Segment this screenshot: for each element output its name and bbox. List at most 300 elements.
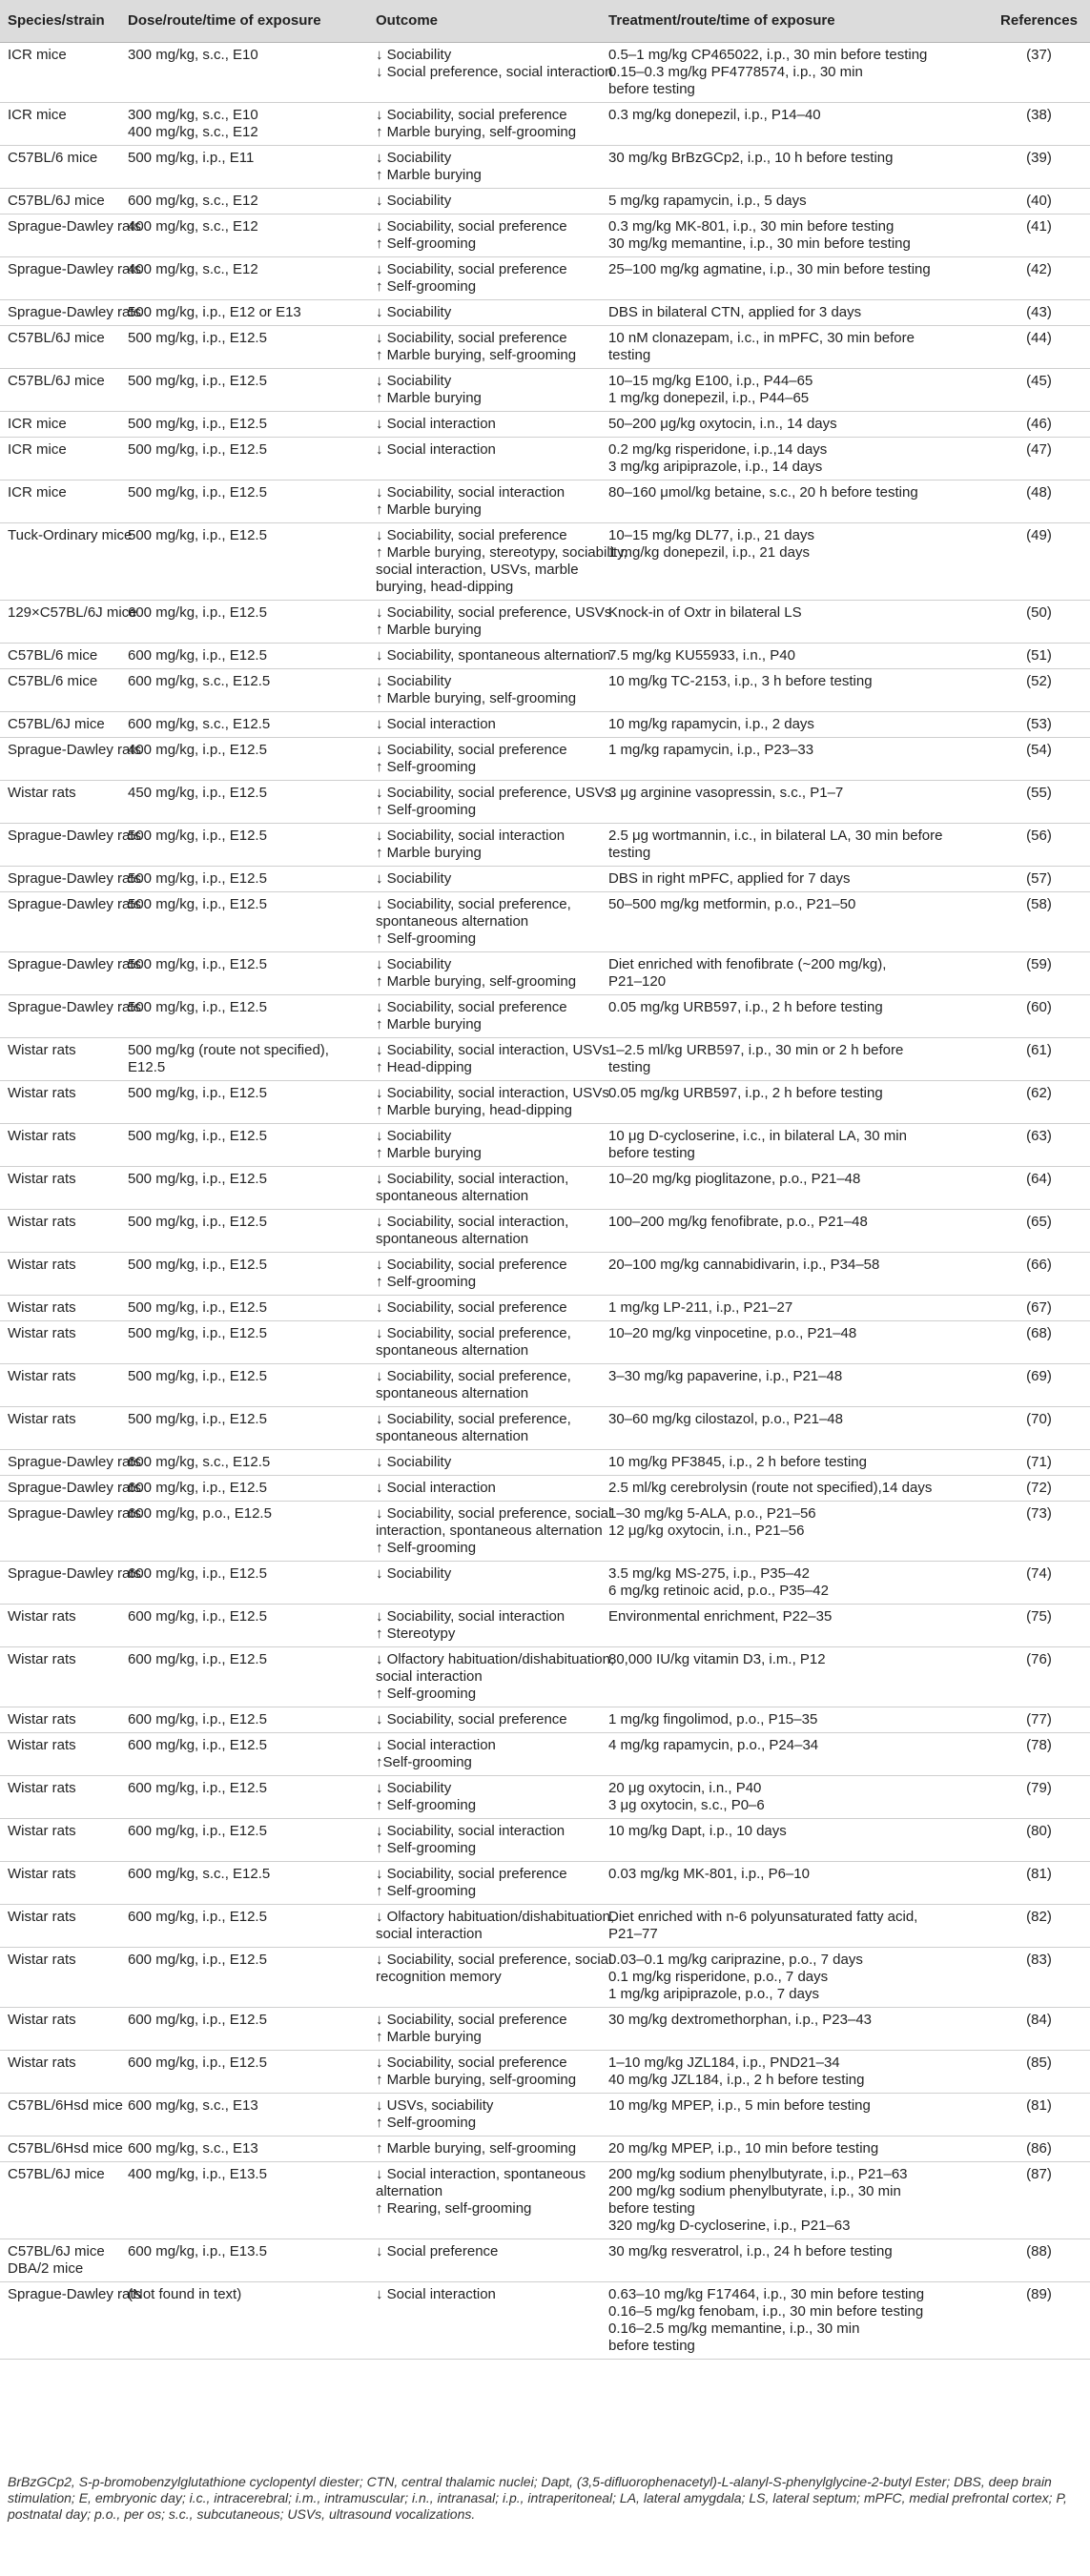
cell-species-line: C57BL/6J mice xyxy=(8,330,105,346)
cell-dose-line: 600 mg/kg, s.c., E13 xyxy=(128,2140,258,2157)
cell-species-line: Wistar rats xyxy=(8,1780,76,1796)
cell-species-line: C57BL/6 mice xyxy=(8,150,98,166)
cell-treatment-line: 0.2 mg/kg risperidone, i.p.,14 days xyxy=(608,441,828,458)
cell-dose xyxy=(120,644,368,669)
cell-reference: (48) xyxy=(988,480,1090,523)
cell-dose xyxy=(120,1776,368,1819)
cell-species xyxy=(0,438,120,480)
cell-dose xyxy=(120,43,368,103)
cell-treatment-line: 0.5–1 mg/kg CP465022, i.p., 30 min before testing xyxy=(608,47,928,63)
cell-dose-line: 600 mg/kg, i.p., E12.5 xyxy=(128,1909,267,1925)
table-row xyxy=(0,326,1090,369)
cell-treatment-line: 3 μg oxytocin, s.c., P0–6 xyxy=(608,1797,765,1813)
cell-reference: (88) xyxy=(988,2239,1090,2282)
cell-treatment xyxy=(601,257,988,300)
cell-species-line: Wistar rats xyxy=(8,1085,76,1101)
cell-species xyxy=(0,1502,142,1562)
cell-treatment xyxy=(601,2162,988,2239)
cell-dose-line: 500 mg/kg, i.p., E12.5 xyxy=(128,1368,267,1384)
cell-outcome-line: ↓ Olfactory habituation/dishabituation, xyxy=(376,1909,615,1925)
cell-treatment xyxy=(601,2094,988,2136)
cell-species-line: Wistar rats xyxy=(8,1128,76,1144)
cell-outcome-line: ↑ Marble burying, stereotypy, sociability, xyxy=(376,544,627,561)
cell-species-line: Sprague-Dawley rats xyxy=(8,2286,142,2302)
cell-treatment-line: 20–100 mg/kg cannabidivarin, i.p., P34–58 xyxy=(608,1257,880,1273)
cell-outcome-line: ↓ Sociability, social preference, xyxy=(376,1411,571,1427)
cell-species xyxy=(0,1364,120,1407)
cell-outcome-line: ↓ Sociability, social interaction, xyxy=(376,1214,569,1230)
cell-outcome-line: ↑ Self-grooming xyxy=(376,1840,477,1856)
cell-species-line: Wistar rats xyxy=(8,1368,76,1384)
cell-dose-line: 500 mg/kg, i.p., E12.5 xyxy=(128,999,267,1015)
cell-dose xyxy=(120,369,368,412)
cell-treatment xyxy=(601,1321,988,1364)
cell-treatment-line: 320 mg/kg D-cycloserine, i.p., P21–63 xyxy=(608,2218,851,2234)
cell-dose xyxy=(120,412,368,438)
cell-treatment xyxy=(601,1776,988,1819)
cell-outcome-line: interaction, spontaneous alternation xyxy=(376,1523,603,1539)
cell-treatment xyxy=(601,1450,988,1476)
cell-species-line: Wistar rats xyxy=(8,1042,76,1058)
cell-dose-line: E12.5 xyxy=(128,1059,166,1075)
cell-treatment-line: P21–77 xyxy=(608,1926,658,1942)
cell-treatment xyxy=(601,146,988,189)
cell-treatment-line: 30 mg/kg BrBzGCp2, i.p., 10 h before testing xyxy=(608,150,894,166)
cell-dose-line: 500 mg/kg, i.p., E12 or E13 xyxy=(128,304,301,320)
cell-dose-line: 600 mg/kg, p.o., E12.5 xyxy=(128,1505,272,1522)
cell-outcome xyxy=(368,215,601,257)
cell-treatment xyxy=(601,1647,988,1707)
cell-outcome xyxy=(368,438,601,480)
cell-species-line: ICR mice xyxy=(8,441,67,458)
cell-outcome xyxy=(368,523,627,601)
cell-outcome xyxy=(368,412,601,438)
cell-outcome xyxy=(368,1733,601,1776)
cell-outcome xyxy=(368,2162,601,2239)
cell-treatment xyxy=(601,43,988,103)
cell-outcome-line: alternation xyxy=(376,2183,443,2199)
cell-reference: (75) xyxy=(988,1605,1090,1647)
cell-treatment-line: 20 μg oxytocin, i.n., P40 xyxy=(608,1780,762,1796)
table-row xyxy=(0,1407,1090,1450)
cell-species xyxy=(0,2008,120,2051)
cell-dose xyxy=(120,995,368,1038)
cell-dose xyxy=(120,1948,368,2008)
table-row xyxy=(0,2008,1090,2051)
cell-species xyxy=(0,781,120,824)
cell-species-line: Wistar rats xyxy=(8,1171,76,1187)
cell-treatment-line: Knock-in of Oxtr in bilateral LS xyxy=(608,604,802,621)
table-row xyxy=(0,1948,1090,2008)
cell-reference: (60) xyxy=(988,995,1090,1038)
cell-outcome xyxy=(368,1862,601,1905)
cell-outcome-line: ↑ Marble burying xyxy=(376,501,482,518)
cell-species xyxy=(0,738,142,781)
cell-dose xyxy=(120,2094,368,2136)
cell-outcome xyxy=(368,1167,601,1210)
cell-outcome xyxy=(368,2282,601,2360)
cell-species xyxy=(0,2162,120,2239)
cell-treatment xyxy=(601,1253,988,1296)
cell-dose-line: 500 mg/kg, i.p., E12.5 xyxy=(128,416,267,432)
cell-outcome xyxy=(368,1253,601,1296)
table-row xyxy=(0,257,1090,300)
cell-dose xyxy=(120,1296,368,1321)
cell-dose-line: 600 mg/kg, i.p., E12.5 xyxy=(128,1780,267,1796)
cell-species-line: Wistar rats xyxy=(8,2012,76,2028)
cell-dose xyxy=(120,146,368,189)
cell-treatment xyxy=(601,1562,988,1605)
cell-species xyxy=(0,1407,120,1450)
cell-outcome-line: spontaneous alternation xyxy=(376,1342,529,1359)
cell-outcome xyxy=(368,738,601,781)
cell-species xyxy=(0,1819,120,1862)
cell-reference: (81) xyxy=(988,2094,1090,2136)
cell-dose xyxy=(120,438,368,480)
cell-dose xyxy=(120,1819,368,1862)
cell-outcome-line: ↓ Olfactory habituation/dishabituation, xyxy=(376,1651,615,1667)
cell-dose-line: 300 mg/kg, s.c., E10 xyxy=(128,107,258,123)
cell-outcome-line: ↓ Social interaction xyxy=(376,716,496,732)
table-row xyxy=(0,1862,1090,1905)
cell-treatment xyxy=(601,1081,988,1124)
cell-species-line: ICR mice xyxy=(8,484,67,501)
cell-treatment-line: 100–200 mg/kg fenofibrate, p.o., P21–48 xyxy=(608,1214,868,1230)
table-row xyxy=(0,2162,1090,2239)
cell-outcome-line: ↓ Sociability, social preference xyxy=(376,999,567,1015)
cell-dose-line: 450 mg/kg, i.p., E12.5 xyxy=(128,785,267,801)
cell-dose xyxy=(120,781,368,824)
cell-reference: (83) xyxy=(988,1948,1090,2008)
cell-outcome xyxy=(368,781,612,824)
cell-treatment xyxy=(601,1167,988,1210)
cell-species-line: DBA/2 mice xyxy=(8,2260,84,2277)
cell-species-line: Wistar rats xyxy=(8,1737,76,1753)
cell-species-line: Tuck-Ordinary mice xyxy=(8,527,133,543)
cell-outcome-line: ↓ Sociability, social preference, USVs xyxy=(376,604,612,621)
cell-treatment xyxy=(601,438,988,480)
cell-species xyxy=(0,523,133,601)
cell-outcome-line: ↑Self-grooming xyxy=(376,1754,472,1770)
cell-treatment xyxy=(601,1819,988,1862)
cell-outcome xyxy=(368,1210,601,1253)
cell-outcome xyxy=(368,1647,615,1707)
cell-dose xyxy=(120,1605,368,1647)
cell-outcome-line: ↓ Sociability xyxy=(376,870,452,887)
cell-species-line: ICR mice xyxy=(8,107,67,123)
cell-reference: (59) xyxy=(988,952,1090,995)
cell-outcome-line: ↑ Marble burying xyxy=(376,167,482,183)
cell-outcome-line: ↑ Marble burying, self-grooming xyxy=(376,2140,577,2157)
cell-outcome-line: ↑ Stereotypy xyxy=(376,1625,456,1642)
cell-treatment-line: 3.5 mg/kg MS-275, i.p., P35–42 xyxy=(608,1565,810,1582)
cell-outcome-line: social interaction xyxy=(376,1926,483,1942)
cell-treatment-line: 0.3 mg/kg donepezil, i.p., P14–40 xyxy=(608,107,821,123)
cell-species-line: Sprague-Dawley rats xyxy=(8,1565,142,1582)
cell-dose-line: 600 mg/kg, i.p., E12.5 xyxy=(128,1952,267,1968)
cell-outcome-line: ↓ Sociability xyxy=(376,1454,452,1470)
cell-species xyxy=(0,1321,120,1364)
cell-species-line: Wistar rats xyxy=(8,1651,76,1667)
cell-treatment-line: before testing xyxy=(608,81,695,97)
cell-outcome xyxy=(368,2094,601,2136)
cell-outcome-line: ↓ Sociability xyxy=(376,1780,452,1796)
table-row xyxy=(0,1253,1090,1296)
cell-reference: (38) xyxy=(988,103,1090,146)
cell-treatment-line: 2.5 μg wortmannin, i.c., in bilateral LA, 30 min before xyxy=(608,828,943,844)
cell-species-line: Wistar rats xyxy=(8,1325,76,1341)
cell-species xyxy=(0,669,120,712)
cell-outcome-line: ↑ Self-grooming xyxy=(376,235,477,252)
cell-treatment xyxy=(601,1862,988,1905)
table-row xyxy=(0,2094,1090,2136)
cell-reference: (89) xyxy=(988,2282,1090,2360)
cell-reference: (68) xyxy=(988,1321,1090,1364)
table-row xyxy=(0,523,1090,601)
cell-species-line: Sprague-Dawley rats xyxy=(8,870,142,887)
cell-species-line: Sprague-Dawley rats xyxy=(8,1454,142,1470)
table-row xyxy=(0,480,1090,523)
cell-species xyxy=(0,1038,120,1081)
cell-treatment xyxy=(601,2008,988,2051)
cell-dose xyxy=(120,738,368,781)
cell-treatment-line: 1–2.5 ml/kg URB597, i.p., 30 min or 2 h before xyxy=(608,1042,904,1058)
cell-outcome xyxy=(368,480,601,523)
table-row xyxy=(0,2051,1090,2094)
cell-outcome-line: ↓ Sociability, social preference xyxy=(376,1866,567,1882)
cell-outcome-line: ↑ Rearing, self-grooming xyxy=(376,2200,532,2217)
cell-dose-line: 500 mg/kg, i.p., E12.5 xyxy=(128,1128,267,1144)
cell-treatment xyxy=(601,103,988,146)
cell-outcome-line: ↓ Social preference xyxy=(376,2243,499,2259)
cell-dose xyxy=(120,669,368,712)
cell-treatment-line: 80,000 IU/kg vitamin D3, i.m., P12 xyxy=(608,1651,826,1667)
cell-treatment-line: Environmental enrichment, P22–35 xyxy=(608,1608,833,1625)
cell-treatment-line: 200 mg/kg sodium phenylbutyrate, i.p., P21–63 xyxy=(608,2166,908,2182)
cell-treatment-line: DBS in bilateral CTN, applied for 3 days xyxy=(608,304,862,320)
cell-outcome-line: ↓ Sociability, social interaction xyxy=(376,484,566,501)
cell-outcome-line: ↓ Sociability, social preference xyxy=(376,2012,567,2028)
cell-outcome xyxy=(368,146,601,189)
cell-treatment xyxy=(601,2051,988,2094)
cell-reference: (42) xyxy=(988,257,1090,300)
cell-outcome-line: ↓ Sociability, social interaction xyxy=(376,1823,566,1839)
cell-dose xyxy=(120,1253,368,1296)
cell-outcome-line: ↑ Marble burying, self-grooming xyxy=(376,347,577,363)
cell-species xyxy=(0,1210,120,1253)
table-row xyxy=(0,952,1090,995)
cell-dose-line: 600 mg/kg, i.p., E12.5 xyxy=(128,2055,267,2071)
cell-treatment-line: before testing xyxy=(608,2200,695,2217)
cell-outcome xyxy=(368,1476,601,1502)
cell-treatment xyxy=(601,1296,988,1321)
cell-outcome xyxy=(368,326,601,369)
cell-dose xyxy=(120,1476,368,1502)
cell-reference: (69) xyxy=(988,1364,1090,1407)
cell-species xyxy=(0,2239,120,2282)
cell-outcome xyxy=(368,43,613,103)
cell-dose-line: 500 mg/kg (route not specified), xyxy=(128,1042,329,1058)
cell-treatment-line: 2.5 ml/kg cerebrolysin (route not specified),14 days xyxy=(608,1480,933,1496)
cell-outcome xyxy=(368,1364,601,1407)
cell-outcome-line: ↓ Sociability, social interaction xyxy=(376,1608,566,1625)
cell-dose-line: 400 mg/kg, i.p., E13.5 xyxy=(128,2166,267,2182)
cell-outcome-line: ↓ Sociability xyxy=(376,193,452,209)
cell-treatment-line: 0.1 mg/kg risperidone, p.o., 7 days xyxy=(608,1969,829,1985)
cell-dose-line: 600 mg/kg, s.c., E13 xyxy=(128,2097,258,2114)
cell-species-line: Sprague-Dawley rats xyxy=(8,999,142,1015)
cell-species xyxy=(0,824,142,867)
cell-species xyxy=(0,412,120,438)
cell-reference: (43) xyxy=(988,300,1090,326)
cell-treatment xyxy=(601,480,988,523)
cell-species xyxy=(0,215,142,257)
cell-treatment xyxy=(601,369,988,412)
cell-treatment-line: 1 mg/kg LP-211, i.p., P21–27 xyxy=(608,1299,793,1316)
cell-treatment-line: 3 μg arginine vasopressin, s.c., P1–7 xyxy=(608,785,844,801)
cell-treatment-line: 10–20 mg/kg pioglitazone, p.o., P21–48 xyxy=(608,1171,861,1187)
cell-reference: (44) xyxy=(988,326,1090,369)
cell-treatment-line: 30–60 mg/kg cilostazol, p.o., P21–48 xyxy=(608,1411,843,1427)
cell-outcome-line: ↑ Marble burying xyxy=(376,845,482,861)
cell-dose xyxy=(120,892,368,952)
cell-outcome xyxy=(368,1776,601,1819)
cell-reference: (46) xyxy=(988,412,1090,438)
table-row xyxy=(0,146,1090,189)
cell-treatment-line: 0.16–5 mg/kg fenobam, i.p., 30 min before testing xyxy=(608,2303,924,2320)
cell-reference: (51) xyxy=(988,644,1090,669)
cell-reference: (81) xyxy=(988,1862,1090,1905)
cell-reference: (49) xyxy=(988,523,1090,601)
cell-outcome-line: ↑ Self-grooming xyxy=(376,2115,477,2131)
cell-treatment-line: 7.5 mg/kg KU55933, i.n., P40 xyxy=(608,647,795,664)
cell-outcome-line: ↓ Sociability, social preference, social xyxy=(376,1952,612,1968)
cell-dose-line: 600 mg/kg, i.p., E13.5 xyxy=(128,2243,267,2259)
cell-species-line: Wistar rats xyxy=(8,1711,76,1728)
cell-outcome-line: ↓ Sociability xyxy=(376,1128,452,1144)
cell-treatment-line: testing xyxy=(608,1059,651,1075)
table-row xyxy=(0,1776,1090,1819)
cell-treatment xyxy=(601,2282,988,2360)
cell-dose-line: (Not found in text) xyxy=(128,2286,242,2302)
cell-treatment-line: DBS in right mPFC, applied for 7 days xyxy=(608,870,851,887)
cell-treatment xyxy=(601,824,988,867)
cell-outcome-line: social interaction xyxy=(376,1668,483,1685)
cell-outcome-line: ↓ Social interaction xyxy=(376,1737,496,1753)
cell-dose-line: 600 mg/kg, s.c., E12.5 xyxy=(128,716,271,732)
cell-outcome xyxy=(368,601,612,644)
cell-species-line: Sprague-Dawley rats xyxy=(8,828,142,844)
cell-dose-line: 500 mg/kg, i.p., E12.5 xyxy=(128,896,267,912)
cell-treatment-line: Diet enriched with fenofibrate (~200 mg/kg), xyxy=(608,956,887,972)
cell-outcome xyxy=(368,867,601,892)
cell-species xyxy=(0,995,142,1038)
cell-dose xyxy=(120,257,368,300)
cell-species-line: Wistar rats xyxy=(8,1952,76,1968)
cell-dose-line: 400 mg/kg, s.c., E12 xyxy=(128,218,258,235)
cell-species xyxy=(0,1733,120,1776)
cell-treatment-line: 1 mg/kg donepezil, i.p., 21 days xyxy=(608,544,810,561)
table-row xyxy=(0,1364,1090,1407)
cell-species-line: C57BL/6J mice xyxy=(8,193,105,209)
cell-outcome xyxy=(368,824,601,867)
cell-treatment-line: 1–10 mg/kg JZL184, i.p., PND21–34 xyxy=(608,2055,840,2071)
cell-species xyxy=(0,369,120,412)
cell-dose xyxy=(120,824,368,867)
cell-species-line: C57BL/6 mice xyxy=(8,647,98,664)
cell-dose-line: 500 mg/kg, i.p., E12.5 xyxy=(128,1257,267,1273)
cell-treatment-line: 6 mg/kg retinoic acid, p.o., P35–42 xyxy=(608,1583,829,1599)
cell-outcome-line: ↓ Sociability, social preference, social xyxy=(376,1505,612,1522)
cell-dose-line: 500 mg/kg, i.p., E12.5 xyxy=(128,956,267,972)
cell-dose xyxy=(120,2162,368,2239)
cell-reference: (39) xyxy=(988,146,1090,189)
cell-outcome-line: ↑ Marble burying, self-grooming xyxy=(376,973,577,990)
table-row xyxy=(0,1905,1090,1948)
cell-outcome-line: ↑ Marble burying xyxy=(376,1145,482,1161)
cell-reference: (47) xyxy=(988,438,1090,480)
cell-treatment-line: 3 mg/kg aripiprazole, i.p., 14 days xyxy=(608,459,823,475)
cell-species xyxy=(0,892,142,952)
cell-outcome xyxy=(368,1124,601,1167)
cell-dose xyxy=(120,189,368,215)
cell-species xyxy=(0,1253,120,1296)
cell-treatment-line: 50–200 μg/kg oxytocin, i.n., 14 days xyxy=(608,416,837,432)
cell-outcome-line: ↓ Sociability, social preference xyxy=(376,742,567,758)
table-body xyxy=(0,43,1090,2360)
cell-outcome-line: ↓ Sociability, spontaneous alternation xyxy=(376,647,611,664)
table-row xyxy=(0,1733,1090,1776)
cell-dose xyxy=(120,1081,368,1124)
cell-dose-line: 600 mg/kg, i.p., E12.5 xyxy=(128,1565,267,1582)
table-row xyxy=(0,601,1090,644)
cell-outcome-line: ↓ Social interaction xyxy=(376,1480,496,1496)
cell-reference: (65) xyxy=(988,1210,1090,1253)
cell-dose xyxy=(120,2051,368,2094)
cell-outcome-line: ↓ Sociability, social preference xyxy=(376,527,567,543)
cell-outcome xyxy=(368,995,601,1038)
cell-reference: (54) xyxy=(988,738,1090,781)
cell-species xyxy=(0,1776,120,1819)
cell-dose-line: 600 mg/kg, i.p., E12.5 xyxy=(128,1651,267,1667)
cell-reference: (73) xyxy=(988,1502,1090,1562)
cell-treatment xyxy=(601,1364,988,1407)
cell-dose xyxy=(120,523,368,601)
cell-outcome-line: ↓ Social interaction xyxy=(376,416,496,432)
header-dose: Dose/route/time of exposure xyxy=(120,0,368,43)
cell-outcome-line: ↓ Sociability, social interaction, USVs xyxy=(376,1085,609,1101)
cell-species xyxy=(0,1167,120,1210)
cell-outcome xyxy=(368,952,601,995)
cell-species-line: Wistar rats xyxy=(8,1299,76,1316)
cell-reference: (53) xyxy=(988,712,1090,738)
cell-treatment-line: 0.03–0.1 mg/kg cariprazine, p.o., 7 days xyxy=(608,1952,863,1968)
cell-species xyxy=(0,2136,123,2162)
cell-outcome-line: ↓ Sociability xyxy=(376,150,452,166)
table-row xyxy=(0,2239,1090,2282)
cell-dose xyxy=(120,1707,368,1733)
cell-reference: (37) xyxy=(988,43,1090,103)
cell-treatment-line: 10–20 mg/kg vinpocetine, p.o., P21–48 xyxy=(608,1325,857,1341)
cell-outcome xyxy=(368,2051,601,2094)
cell-treatment-line: 30 mg/kg dextromethorphan, i.p., P23–43 xyxy=(608,2012,873,2028)
cell-treatment xyxy=(601,1905,988,1948)
cell-reference: (67) xyxy=(988,1296,1090,1321)
cell-outcome-line: ↓ Sociability xyxy=(376,373,452,389)
cell-dose-line: 500 mg/kg, i.p., E12.5 xyxy=(128,1411,267,1427)
cell-treatment-line: before testing xyxy=(608,1145,695,1161)
cell-dose-line: 500 mg/kg, i.p., E12.5 xyxy=(128,330,267,346)
